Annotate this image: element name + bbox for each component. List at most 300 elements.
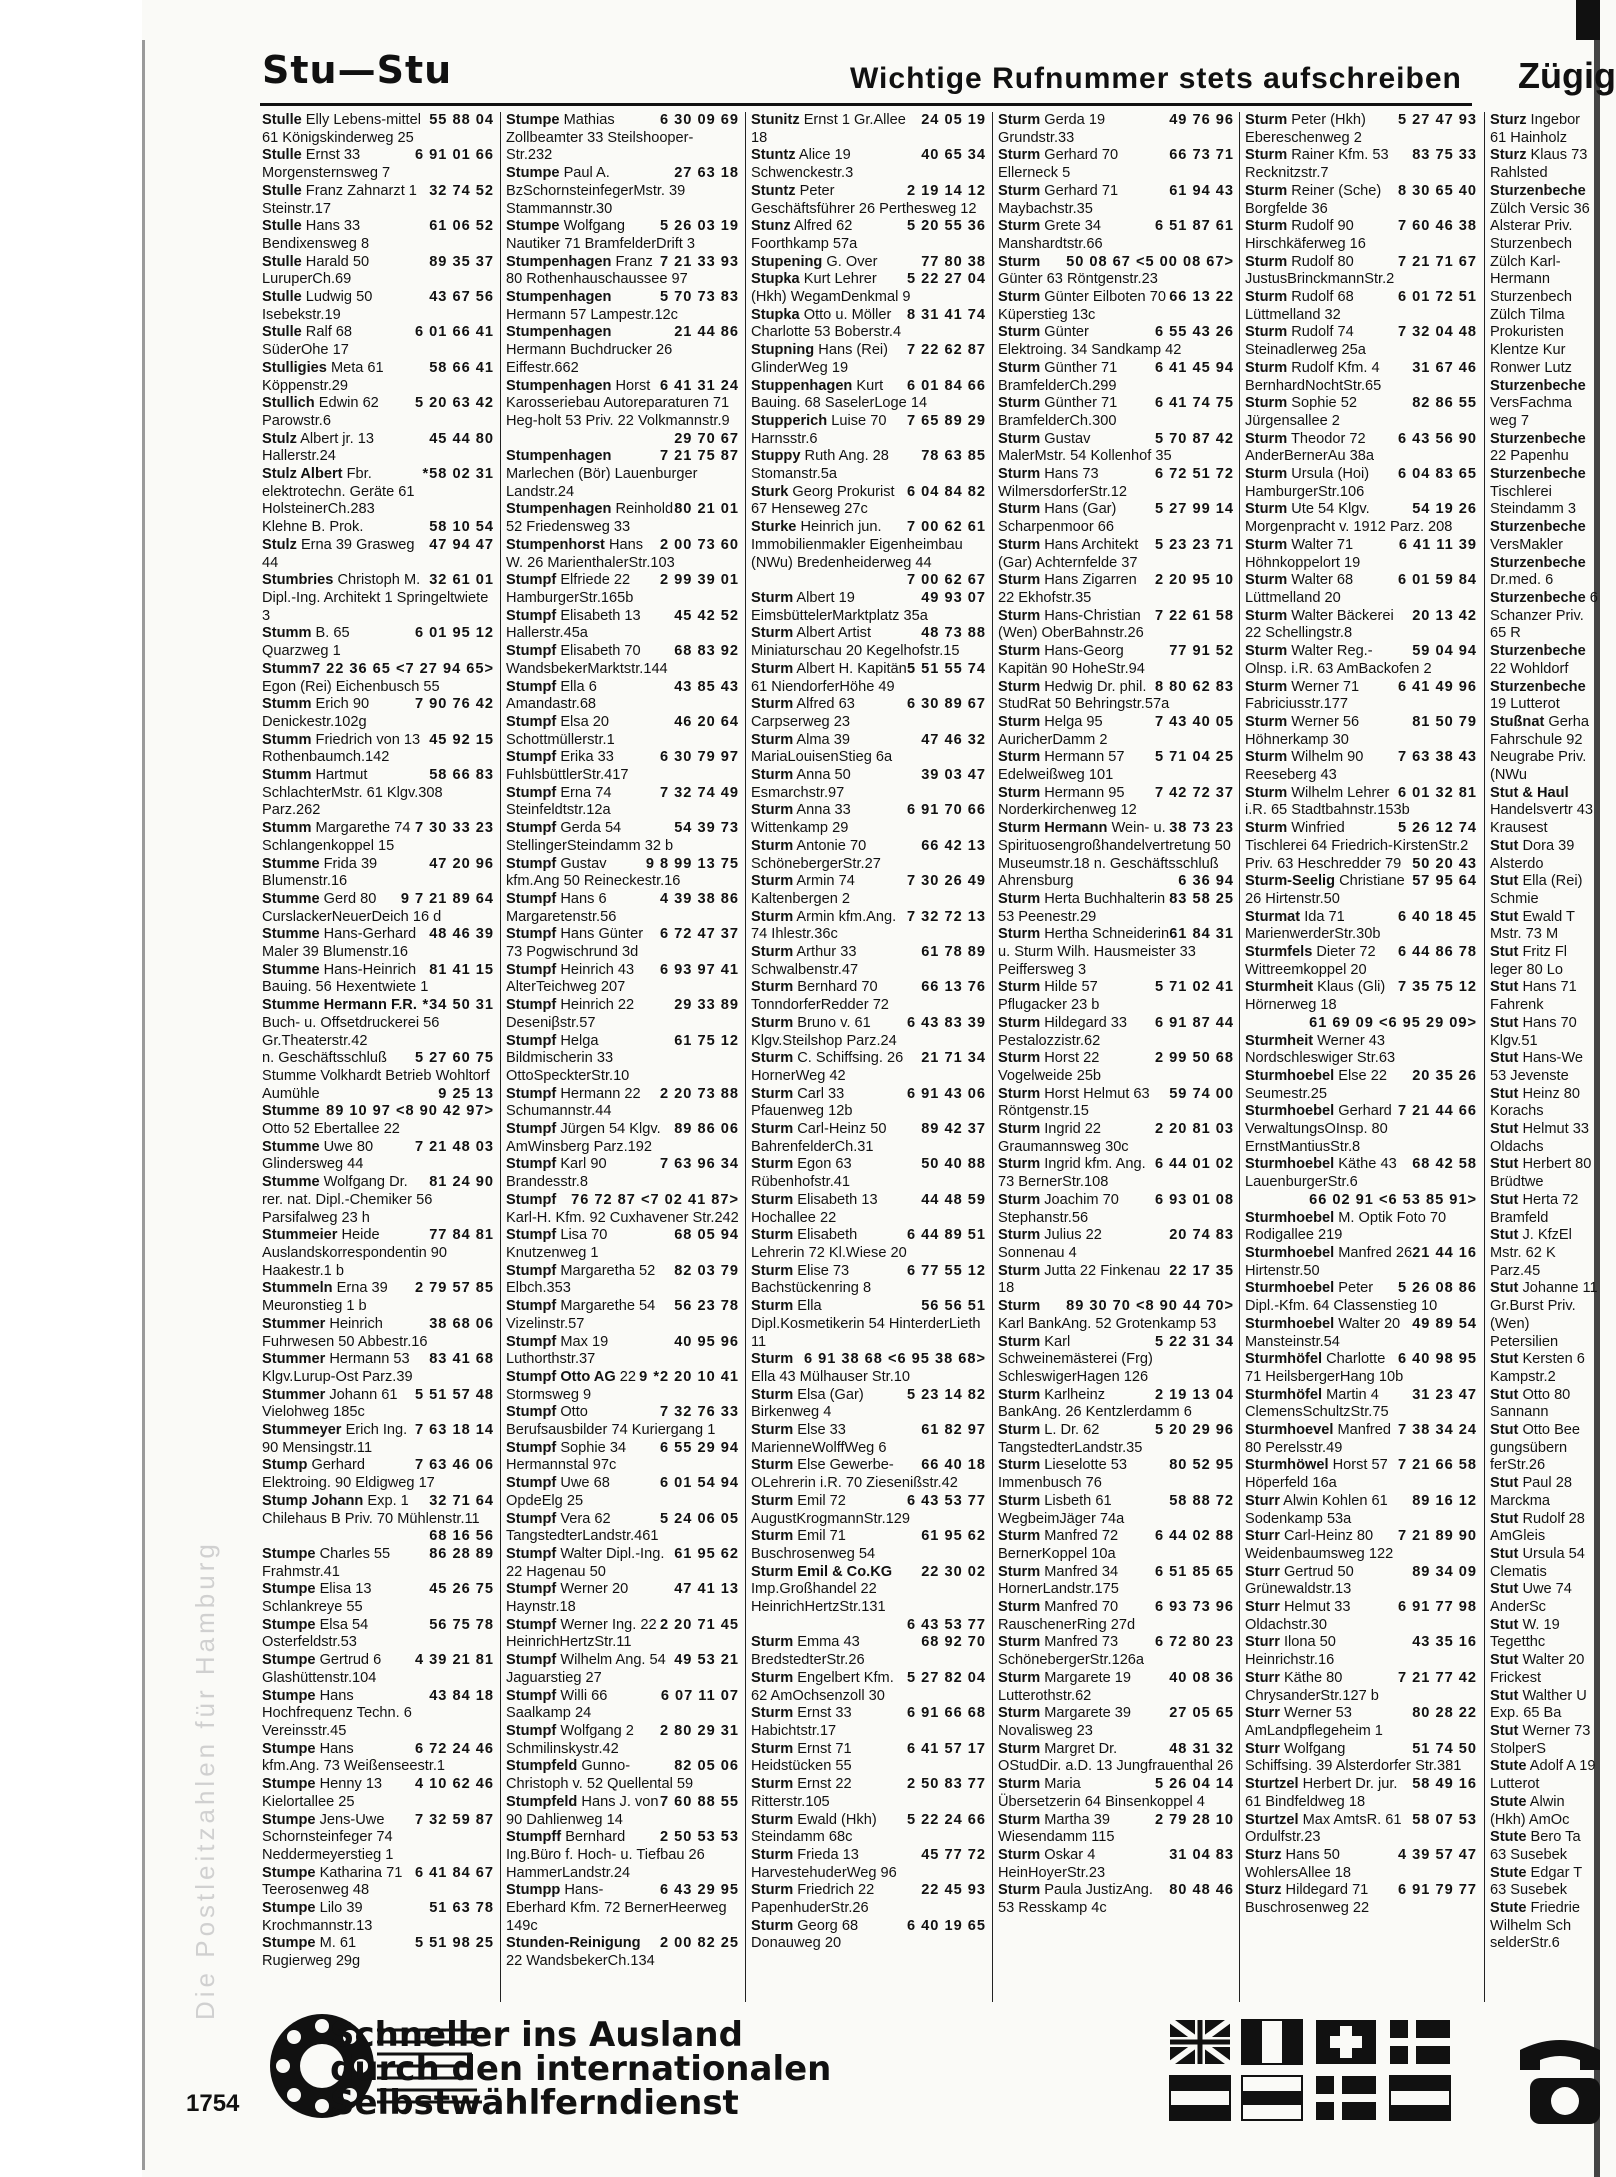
entry-surname: Sturm (998, 1156, 1041, 1173)
entry-surname: Stut (1490, 1050, 1519, 1067)
phone-number: 9 7 21 89 64 (400, 890, 494, 907)
listing-entry (1245, 944, 1477, 979)
phone-number: 5 22 31 34 (1155, 1333, 1234, 1350)
phone-number: 68 83 92 (674, 643, 739, 660)
entry-surname: Stut (1490, 1014, 1519, 1031)
entry-surname: Sturm (751, 1457, 794, 1474)
phone-number: 77 80 38 (921, 253, 986, 270)
entry-surname: Stulle (262, 147, 302, 164)
listing-entry (262, 1351, 494, 1386)
listing-entry (1245, 643, 1477, 678)
listing-entry (1245, 1245, 1477, 1280)
listing-entry (506, 1652, 739, 1687)
listing-entry (998, 1121, 1234, 1156)
entry-surname: Sturm (998, 1634, 1041, 1651)
entry-surname: Stumpfeld (506, 1758, 578, 1775)
entry-details: Wolfgang 2 Schmilinskystr.42 (506, 1722, 634, 1757)
entry-details: Willi 66 Saalkamp 24 (506, 1687, 608, 1722)
entry-details: Elisabeth Lehrerin 72 Kl.Wiese 20 (751, 1227, 907, 1261)
listing-entry (751, 838, 986, 873)
entry-surname: Sturm (1245, 112, 1288, 128)
listing-entry (1490, 1351, 1600, 1386)
entry-details: Manfred 34 HornerLandstr.175 (998, 1563, 1119, 1598)
entry-details: 22 Papenhu (1490, 448, 1569, 465)
phone-number: 7 60 88 55 (660, 1793, 739, 1810)
entry-details: Reiner (Sche) Borgfelde 36 (1245, 182, 1382, 217)
phone-number: 7 90 76 42 (415, 696, 494, 713)
listing-entry (1245, 431, 1477, 466)
entry-surname: Stummeln (262, 1280, 333, 1297)
phone-number: 49 93 07 (921, 589, 986, 606)
listing-entry (506, 608, 739, 643)
entry-surname: Sturr (1245, 1599, 1280, 1616)
phone-number: 6 91 01 66 (415, 147, 494, 164)
entry-surname: Sturm (751, 1422, 794, 1439)
entry-surname: Sturm (1245, 395, 1288, 412)
listing-entry (751, 307, 986, 342)
entry-surname: Sturr (1245, 1705, 1280, 1722)
entry-surname: Sturm (751, 1492, 794, 1509)
phone-number: 7 63 46 06 (415, 1457, 494, 1474)
entry-surname: Stupening (751, 253, 823, 270)
phone-number: 6 04 84 82 (907, 483, 986, 500)
entry-details: Buch- u. Offsetdruckerei 56 Gr.Theaterstr.42 (262, 1014, 440, 1049)
phone-number: 7 42 72 37 (1155, 784, 1234, 801)
listing-entry (998, 147, 1234, 182)
entry-surname: Sturz (1245, 1882, 1282, 1899)
listing-entry (998, 1457, 1234, 1492)
phone-number: 20 13 42 (1412, 607, 1477, 624)
listing-entry (751, 112, 986, 147)
phone-number: 2 00 73 60 (660, 536, 739, 553)
listing-entry (1490, 1865, 1600, 1900)
entry-details: 22 WandsbekerCh.134 (506, 1953, 655, 1970)
listing-entry (751, 909, 986, 944)
entry-details: Ursula (Hoi) HamburgerStr.106 (1245, 466, 1370, 500)
entry-details: Walter 20 Mansteinstr.54 (1245, 1315, 1401, 1350)
entry-surname: Stut (1490, 1386, 1519, 1403)
entry-surname: Stuppy (751, 448, 801, 465)
phone-number: 49 89 54 (1412, 1315, 1477, 1332)
entry-details: Sophie 52 Jürgensallee 2 (1245, 395, 1357, 429)
entry-surname: Sturzenbeche (1490, 377, 1586, 394)
entry-surname: Sturzenbeche (1490, 466, 1586, 483)
listing-entry (998, 608, 1234, 643)
phone-number: *34 50 31 (422, 997, 494, 1014)
entry-surname: Stut (1490, 944, 1519, 961)
entry-surname: Sturm (1245, 430, 1288, 447)
listing-entry (1490, 1156, 1600, 1191)
entry-details: Wolfgang Dr. rer. nat. Dipl.-Chemiker 56 Parsifalweg 23 h (262, 1174, 433, 1226)
entry-surname: Sturm-Seelig (1245, 873, 1336, 890)
entry-surname: Sturm (998, 979, 1041, 996)
entry-surname: Stumpf (506, 1032, 557, 1049)
entry-details: Katharina 71 Teerosenweg 48 (262, 1864, 403, 1899)
listing-entry (1245, 1528, 1477, 1563)
page-number: 1754 (186, 2090, 240, 2117)
entry-details: Hermann 57 Lampestr.12c (506, 306, 678, 323)
entry-details: Klehne B. Prok. (262, 519, 364, 536)
entry-details: Rudolf 28 AmGleis (1490, 1510, 1585, 1545)
entry-surname: Stunz (751, 218, 791, 235)
entry-details: Margret Dr. OStudDir. a.D. 13 Jungfrauenthal 26 (998, 1740, 1234, 1775)
entry-surname: Sturm (751, 944, 794, 961)
phone-number: 47 94 47 (429, 536, 494, 553)
entry-details: Reinhold 52 Friedensweg 33 (506, 501, 674, 536)
entry-details: Hermann 53 Klgv.Lurup-Ost Parz.39 (262, 1351, 413, 1385)
entry-surname: Sturm (751, 767, 794, 784)
entry-details: Hans 73 WilmersdorferStr.12 (998, 466, 1127, 500)
entry-surname: Stumpf (506, 1333, 557, 1350)
entry-details: Otto Berufsausbilder 74 Kuriergang 1 (506, 1404, 716, 1439)
listing-entry (998, 1812, 1234, 1847)
phone-number: 7 21 77 42 (1398, 1669, 1477, 1686)
entry-details: Wolfgang Schiffsing. 39 Alsterdorfer Str.381 (1245, 1740, 1462, 1775)
entry-details: Alice 19 Schwenckestr.3 (751, 147, 854, 182)
phone-number: 6 41 57 17 (907, 1740, 986, 1757)
entry-surname: Stumpf (506, 1722, 557, 1739)
entry-surname: Stumm (262, 767, 312, 784)
listing-entry (751, 1227, 986, 1262)
entry-details: Karl 90 Brandesstr.8 (506, 1156, 607, 1191)
entry-surname: Sturm (998, 1050, 1041, 1067)
entry-surname: Sturm (751, 1050, 794, 1067)
entry-details: Heide Auslandskorrespondentin 90 Haakestr.1 b (262, 1227, 447, 1279)
entry-details: Hans-We 53 Jevenste (1490, 1050, 1583, 1084)
entry-surname: Stulle (262, 324, 302, 341)
listing-entry (506, 165, 739, 218)
entry-details: Erna 39 Grasweg 44 (262, 536, 415, 571)
listing-entry (1245, 1192, 1477, 1245)
listing-entry (751, 1493, 986, 1528)
listing-entry (1245, 1705, 1477, 1740)
listing-entry (1490, 1688, 1600, 1723)
phone-number: 8 80 62 83 (1155, 678, 1234, 695)
entry-details: L. Dr. 62 TangstedterLandstr.35 (998, 1422, 1143, 1456)
listing-entry (506, 1581, 739, 1616)
listing-entry (998, 1776, 1234, 1811)
entry-surname: Sturm (998, 1457, 1041, 1474)
entry-surname: Sturm (998, 678, 1041, 695)
entry-details: Manfred 72 BernerKoppel 10a (998, 1528, 1119, 1562)
entry-surname: Sturz (1490, 147, 1527, 164)
entry-surname: Stumpf (506, 855, 557, 872)
phone-number: 61 75 12 (674, 1032, 739, 1049)
entry-details: Kersten 6 Kampstr.2 (1490, 1351, 1585, 1385)
entry-details: Gustav MalerMstr. 54 Kollenhof 35 (998, 430, 1172, 465)
listing-entry (1245, 1847, 1477, 1882)
listing-entry (1490, 679, 1600, 714)
entry-details: Helmut 33 Oldachstr.30 (1245, 1599, 1351, 1633)
phone-number: 59 74 00 (1169, 1085, 1234, 1102)
entry-details: Hans Architekt (Gar) Achternfelde 37 (998, 536, 1139, 571)
entry-details: Walter Dipl.-Ing. 22 Hagenau 50 (506, 1545, 665, 1580)
entry-surname: Sturm (998, 182, 1041, 199)
entry-details: Paul A. BzSchornsteinfegerMstr. 39 Stammannstr.30 (506, 165, 686, 217)
phone-number: 6 44 89 51 (907, 1227, 986, 1244)
entry-surname: Sturm (1245, 289, 1288, 306)
entry-details: Werner 43 Nordschleswiger Str.63 (1245, 1032, 1396, 1067)
entry-surname: Stullich (262, 395, 315, 412)
listing-entry (506, 1334, 739, 1369)
listing-entry (998, 891, 1234, 926)
phone-number: 6 43 83 39 (907, 1014, 986, 1031)
listing-entry (751, 271, 986, 306)
entry-details: Grete 34 Manshardtstr.66 (998, 218, 1103, 252)
book-spine-edge (142, 40, 145, 2170)
entry-details: Franz 80 Rothenhauschaussee 97 (506, 253, 688, 288)
entry-details: Wilhelm 90 Reeseberg 43 (1245, 749, 1364, 784)
phone-number: 5 51 55 74 (907, 660, 986, 677)
phone-number: 61 95 62 (921, 1528, 986, 1545)
entry-surname: Stut (1490, 1510, 1519, 1527)
phone-number: 48 31 32 (1169, 1740, 1234, 1757)
listing-entry (751, 1847, 986, 1882)
entry-details: Elisa 13 Schlankreye 55 (262, 1581, 372, 1616)
entry-surname: Sturzenbeche (1490, 519, 1586, 536)
listing-entry (751, 1457, 986, 1492)
entry-details: Christoph M. Dipl.-Ing. Architekt 1 Springeltwiete 3 (262, 572, 489, 624)
phone-number: 89 86 06 (674, 1121, 739, 1138)
listing-entry (262, 572, 494, 625)
listing-entry (751, 1351, 986, 1386)
phone-number: 89 34 09 (1412, 1563, 1477, 1580)
entry-surname: Stut (1490, 1545, 1519, 1562)
listing-entry (1245, 1776, 1477, 1811)
entry-details: VersMakler (1490, 536, 1563, 553)
entry-details: Hermann 95 Norderkirchenweg 12 (998, 784, 1137, 819)
phone-number: 7 32 72 13 (907, 908, 986, 925)
entry-surname: Stumm (262, 625, 312, 642)
entry-surname: Sturtzel (1245, 1811, 1299, 1828)
phone-number: 5 70 87 42 (1155, 430, 1234, 447)
page-corner-mark (1576, 0, 1600, 40)
banner-slogan (330, 2015, 832, 2123)
listing-entry (1490, 378, 1600, 431)
entry-surname: Sturmhöfel (1245, 1386, 1323, 1403)
entry-surname: Sturm (998, 1298, 1041, 1315)
phone-number: 66 42 13 (921, 837, 986, 854)
phone-number: 7 43 40 05 (1155, 713, 1234, 730)
margin-watermark-text: Die Postleitzahlen für Hamburg (190, 1540, 220, 2020)
entry-surname: Stumpff (506, 1829, 562, 1846)
phone-number: 5 70 73 83 (660, 289, 739, 306)
entry-details: Otto Bee gungsübern ferStr.26 (1490, 1422, 1581, 1474)
listing-entry (998, 395, 1234, 430)
phone-number: 81 41 15 (429, 961, 494, 978)
phone-number: 5 22 27 04 (907, 271, 986, 288)
entry-details: Max AmtsR. 61 Ordulfstr.23 (1245, 1811, 1402, 1846)
entry-details: Ludwig 50 Isebekstr.19 (262, 289, 373, 323)
entry-surname: Stummer (262, 1351, 326, 1368)
phone-number: 6 55 29 94 (660, 1439, 739, 1456)
listing-entry (506, 1511, 739, 1546)
listing-entry (998, 1564, 1234, 1599)
listing-entry (1245, 1280, 1477, 1315)
listing-entry (262, 218, 494, 253)
listing-entry (1245, 254, 1477, 289)
listing-entry (506, 1935, 739, 1970)
listing-entry (506, 1298, 739, 1333)
entry-surname: Stumpf (506, 784, 557, 801)
listing-entry (262, 519, 494, 537)
entry-details: Tischlerei Steindamm 3 (1490, 483, 1576, 518)
entry-surname: Sturm (1245, 643, 1288, 660)
listing-entry (1490, 1387, 1600, 1422)
entry-surname: Stute (1490, 1829, 1527, 1846)
entry-details: Hertha Schneiderin u. Sturm Wilh. Hausmeister 33 Peiffersweg 3 (998, 926, 1196, 978)
entry-details: Peter (Hkh) Ebereschenweg 2 (1245, 112, 1366, 146)
phone-number: 7 00 62 61 (907, 519, 986, 536)
entry-surname: Stumpe (506, 112, 560, 128)
listing-entry (998, 1493, 1234, 1528)
entry-surname: Stute (1490, 1900, 1527, 1917)
listing-entry (1490, 147, 1600, 182)
entry-details: Georg 68 Donauweg 20 (751, 1917, 859, 1952)
entry-details: Günther 71 BramfelderCh.300 (998, 395, 1118, 429)
listing-entry (1490, 1581, 1600, 1616)
phone-number: 2 99 50 68 (1155, 1050, 1234, 1067)
entry-details: Hans 33 Bendixensweg 8 (262, 218, 370, 252)
entry-details: Luise 70 Harnsstr.6 (751, 412, 887, 447)
entry-surname: Sturmat (1245, 908, 1301, 925)
entry-details: Handelsvertr 43 Krausest (1490, 802, 1594, 837)
listing-entry (751, 802, 986, 837)
phone-number: 5 20 55 36 (907, 218, 986, 235)
entry-surname: Sturm (998, 253, 1041, 270)
entry-surname: Sturm (751, 1917, 794, 1934)
listing-entry (751, 218, 986, 253)
listing-entry (262, 1812, 494, 1865)
phone-number: 2 20 73 88 (660, 1085, 739, 1102)
entry-details: Werner 73 StolperS (1490, 1722, 1591, 1757)
column-divider (1239, 112, 1240, 2002)
entry-surname: Stut (1490, 837, 1519, 854)
entry-details: Lilo 39 Krochmannstr.13 (262, 1900, 373, 1934)
listing-entry (506, 1121, 739, 1156)
entry-details: Günther 71 BramfelderCh.299 (998, 359, 1118, 394)
entry-details: Hildegard 71 Buschrosenweg 22 (1245, 1882, 1370, 1917)
entry-details: Emma 43 BredstedterStr.26 (751, 1634, 865, 1669)
entry-details: Alfred 62 Foorthkamp 57a (751, 218, 858, 252)
phone-number: 5 23 23 71 (1155, 536, 1234, 553)
phone-number: 7 63 38 43 (1398, 749, 1477, 766)
phone-number: 6 41 84 67 (415, 1864, 494, 1881)
entry-details: Hans Zigarren 22 Ekhofstr.35 (998, 572, 1137, 606)
listing-entry (1245, 501, 1477, 536)
phone-number: 48 46 39 (429, 926, 494, 943)
phone-number: 6 72 80 23 (1155, 1634, 1234, 1651)
listing-entry (262, 1581, 494, 1616)
entry-surname: Stummeier (262, 1227, 338, 1244)
entry-surname: Stunden-Reinigung (506, 1935, 641, 1952)
listing-entry (506, 501, 739, 536)
entry-surname: Sturm (751, 731, 794, 748)
entry-surname: Sturzenbeche (1490, 554, 1586, 571)
entry-surname: Sturm (751, 696, 794, 713)
listing-entry (751, 661, 986, 696)
entry-details: Uwe 74 AnderSc (1490, 1581, 1572, 1616)
listing-entry (751, 1015, 986, 1050)
entry-surname: Stumpenhagen (506, 324, 612, 341)
listing-entry (1245, 218, 1477, 253)
phone-number: 7 32 76 33 (660, 1404, 739, 1421)
entry-surname: Stupperich (751, 412, 828, 429)
phone-number: 6 01 72 51 (1398, 289, 1477, 306)
listing-entry (751, 1156, 986, 1191)
listing-entry (506, 1882, 739, 1935)
phone-number: 32 71 64 (429, 1492, 494, 1509)
phone-number: 22 17 35 (1169, 1262, 1234, 1279)
listing-entry (1490, 979, 1600, 1014)
listing-entry (751, 1086, 986, 1121)
phone-number: 81 24 90 (429, 1174, 494, 1191)
listing-entry (1245, 289, 1477, 324)
entry-details: Ilona 50 Heinrichstr.16 (1245, 1634, 1336, 1669)
entry-surname: Sturm (1245, 147, 1288, 164)
entry-surname: Stumpe (262, 1776, 316, 1793)
entry-surname: Stute (1490, 1793, 1527, 1810)
entry-details: Martin 4 ClemensSchultzStr.75 (1245, 1386, 1389, 1421)
entry-surname: Stumpe (262, 1900, 316, 1917)
listing-entry (506, 218, 739, 253)
entry-surname: Stut (1490, 873, 1519, 890)
entry-details: Else 22 Seumestr.25 (1245, 1067, 1387, 1102)
phone-number: 83 41 68 (429, 1351, 494, 1368)
phone-number: 6 55 43 26 (1155, 324, 1234, 341)
phone-number: 29 70 67 (674, 430, 739, 447)
entry-details: Maria Übersetzerin 64 Binsenkoppel 4 (998, 1776, 1205, 1810)
entry-surname: Sturmhöfel (1245, 1351, 1323, 1368)
phone-number: 6 91 43 06 (907, 1085, 986, 1102)
entry-details: Arthur 33 Schwalbenstr.47 (751, 944, 859, 978)
telephone-icon (1520, 2030, 1600, 2130)
listing-entry (1245, 785, 1477, 820)
entry-details: Horst 57 Höperfeld 16a (1245, 1457, 1388, 1492)
listing-entry (506, 1192, 739, 1227)
listing-column-3 (751, 112, 986, 2012)
entry-details: Wilhelm Lehrer i.R. 65 Stadtbahnstr.153b (1245, 784, 1410, 819)
entry-details: Hans-Heinrich Bauing. 56 Hexentwiete 1 (262, 961, 429, 996)
entry-surname: Sturm Hermann (998, 820, 1108, 837)
listing-entry (751, 448, 986, 483)
listing-entry (1245, 112, 1477, 147)
entry-surname: Sturm (751, 1014, 794, 1031)
phone-number: 6 41 11 39 (1398, 536, 1477, 553)
entry-details: Hans 50 WohlersAllee 18 (1245, 1846, 1351, 1881)
phone-number: 89 30 70 <8 90 44 70> (1066, 1298, 1234, 1315)
entry-details: Julius 22 Sonnenau 4 (998, 1227, 1102, 1261)
entry-surname: Sturm (751, 1634, 794, 1651)
phone-number: 6 44 02 88 (1155, 1528, 1234, 1545)
entry-details: 22 Wohldorf (1490, 660, 1569, 677)
listing-entry (1245, 395, 1477, 430)
entry-surname: Stulligies (262, 359, 327, 376)
listing-entry (1490, 1475, 1600, 1510)
entry-surname: Sturzenbeche (1490, 182, 1586, 199)
entry-details: Hermann 57 Edelweißweg 101 (998, 749, 1125, 784)
phone-number: 6 01 32 81 (1398, 784, 1477, 801)
phone-number: 5 27 47 93 (1398, 112, 1477, 128)
phone-number: 81 50 79 (1412, 713, 1477, 730)
phone-number: 7 21 71 67 (1398, 253, 1477, 270)
entry-surname: Stulle (262, 112, 302, 128)
entry-details: Exp. 1 Chilehaus B Priv. 70 Mühlenstr.11 (262, 1492, 480, 1527)
listing-entry (998, 820, 1234, 873)
entry-details: Fritz Fl leger 80 Lo (1490, 944, 1568, 978)
entry-details: Heinrich jun. Immobilienmakler Eigenheimbau (NWu) Bredenheiderweg 44 (751, 519, 963, 571)
phone-number: 45 77 72 (921, 1846, 986, 1863)
